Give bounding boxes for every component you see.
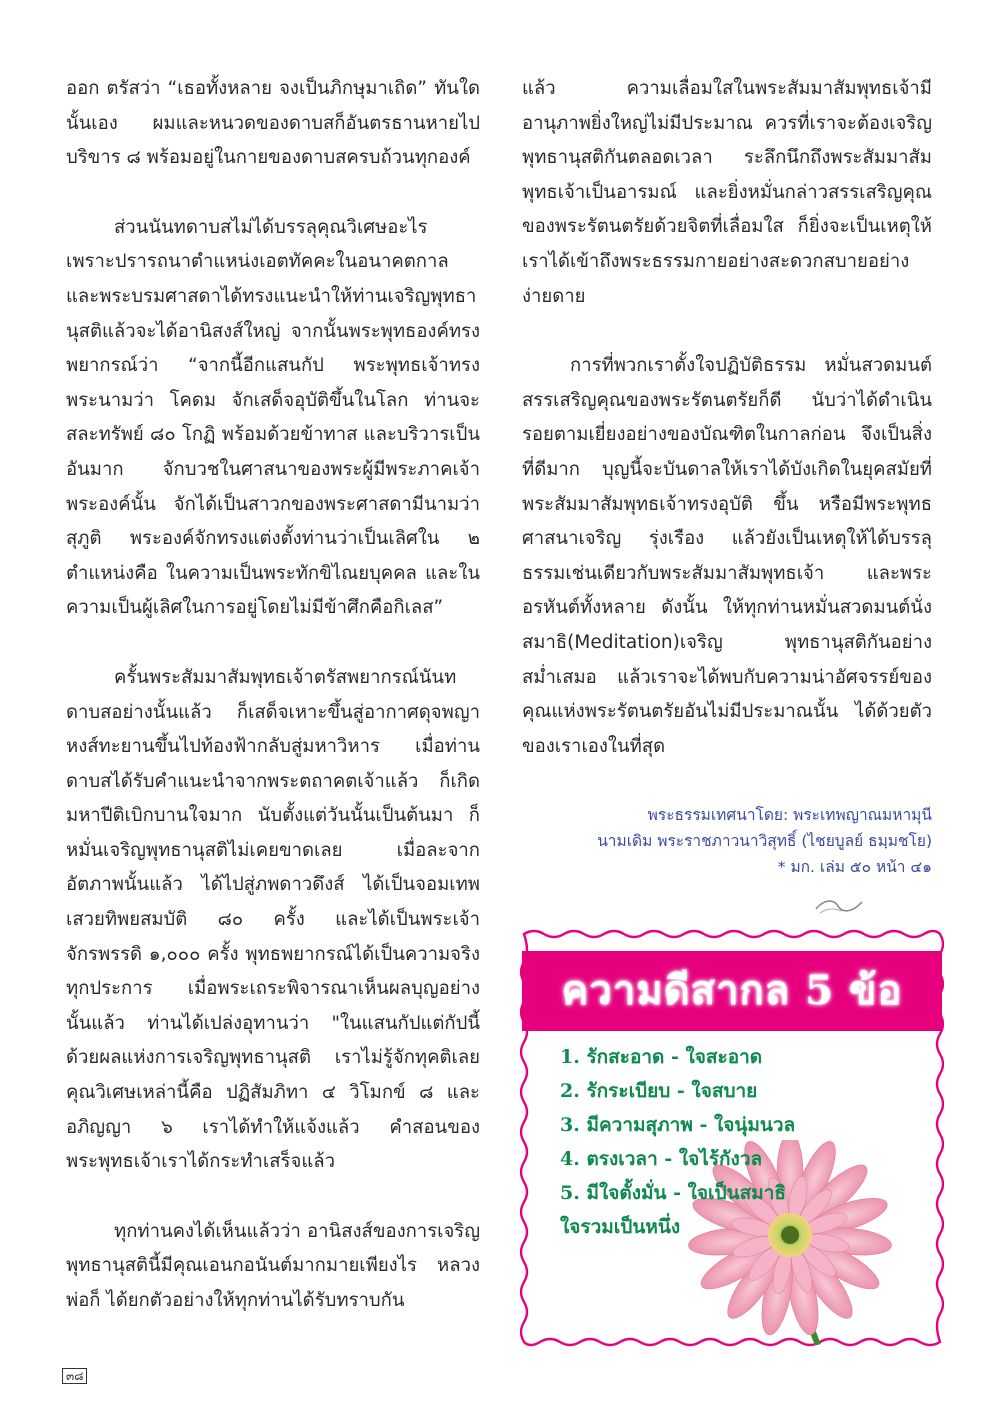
list-item: 1. รักสะอาด - ใจสะอาด <box>560 1046 763 1068</box>
paragraph: ส่วนนันทดาบสไม่ได้บรรลุคุณวิเศษอะไร เพราะปรารถนาตำแหน่งเอตทัคคะในอนาคตกาล และพระบรมศาสดาได้ทรงแนะนำให้ท่านเจริญพุทธานุสติแล้วจะได้อานิสงส์ใหญ่ จากนั้นพระพุทธองค์ทรงพยากรณ์ว่า “จากนี้อีกแสนกัป พระพุทธเจ้าทรงพระนามว่า โคดม จักเสด็จอุบัติขึ้นในโลก ท่านจะสละทรัพย์ ๘๐ โกฏิ พร้อมด้วยข้าทาส และบริวารเป็นอันมาก จักบวชในศาสนาของพระผู้มีพระภาคเจ้าพระองค์นั้น จักได้เป็นสาวกของพระศาสดามีนามว่า สุภูติ พระองค์จักทรงแต่งตั้งท่านว่าเป็นเลิศใน ๒ ตำแหน่งคือ ในความเป็นพระทักขิไณยบุคคล และในความเป็นผู้เลิศในการอยู่โดยไม่มีข้าศึกคือกิเลส” <box>66 216 480 619</box>
divider-ornament <box>580 895 870 917</box>
left-column <box>66 72 480 1319</box>
right-column <box>522 72 932 880</box>
sermon-attribution <box>522 802 932 880</box>
list-item: ใจรวมเป็นหนึ่ง <box>560 1216 681 1238</box>
paragraph: แล้ว ความเลื่อมใสในพระสัมมาสัมพุทธเจ้ามีอานุภาพยิ่งใหญ่ไม่มีประมาณ ควรที่เราจะต้องเจริญพุทธานุสติกันตลอดเวลา ระลึกนึกถึงพระสัมมาสัมพุทธเจ้าเป็นอารมณ์ และยิ่งหมั่นกล่าวสรรเสริญคุณของพระรัตนตรัยด้วยจิตที่เลื่อมใส ก็ยิ่งจะเป็นเหตุให้เราได้เข้าถึงพระธรรมกายอย่างสะดวกสบายอย่างง่ายดาย <box>522 78 932 307</box>
paragraph: การที่พวกเราตั้งใจปฏิบัติธรรม หมั่นสวดมนต์สรรเสริญคุณของพระรัตนตรัยก็ดี นับว่าได้ดำเนินรอยตามเยี่ยงอย่างของบัณฑิตในกาลก่อน จึงเป็นสิ่งที่ดีมาก บุญนี้จะบันดาลให้เราได้บังเกิดในยุคสมัยที่พระสัมมาสัมพุทธเจ้าทรงอุบัติ ขึ้น หรือมีพระพุทธศาสนาเจริญ รุ่งเรือง แล้วยังเป็นเหตุให้ได้บรรลุธรรมเช่นเดียวกับพระสัมมาสัมพุทธเจ้า และพระอรหันต์ทั้งหลาย ดังนั้น ให้ทุกท่านหมั่นสวดมนต์นั่งสมาธิ(Meditation)เจริญ พุทธานุสติกันอย่างสม่ำเสมอ แล้วเราจะได้พบกับความน่าอัศจรรย์ของคุณแห่งพระรัตนตรัยอันไม่มีประมาณนั้น ได้ด้วยตัวของเราเองในที่สุด <box>522 355 932 757</box>
virtues-banner <box>522 951 942 1031</box>
attribution-line: นามเดิม พระราชภาวนาวิสุทธิ์ (ไชยบูลย์ ธมฺมชโย) <box>597 832 932 851</box>
virtues-title: ความดีสากล 5 ข้อ <box>561 967 903 1014</box>
virtues-list <box>560 1040 900 1244</box>
attribution-reference: * มก. เล่ม ๕๐ หน้า ๔๑ <box>777 858 932 877</box>
attribution-line: พระธรรมเทศนาโดย: พระเทพญาณมหามุนี <box>647 806 932 825</box>
list-item: 4. ตรงเวลา - ใจไร้กังวล <box>560 1148 763 1170</box>
paragraph: ออก ตรัสว่า “เธอทั้งหลาย จงเป็นภิกษุมาเถิด” ทันใดนั้นเอง ผมและหนวดของดาบสก็อันตรธานหายไป บริขาร ๘ พร้อมอยู่ในกายของดาบสครบถ้วนทุกองค์ <box>66 78 480 169</box>
list-item: 5. มีใจตั้งมั่น - ใจเป็นสมาธิ <box>560 1182 786 1204</box>
page-number: ๓๘ <box>62 1368 87 1384</box>
paragraph: ครั้นพระสัมมาสัมพุทธเจ้าตรัสพยากรณ์นันทดาบสอย่างนั้นแล้ว ก็เสด็จเหาะขึ้นสู่อากาศดุจพญาหงส์ทะยานขึ้นไปท้องฟ้ากลับสู่มหาวิหาร เมื่อท่านดาบสได้รับคำแนะนำจากพระตถาคตเจ้าแล้ว ก็เกิดมหาปีติเบิกบานใจมาก นับตั้งแต่วันนั้นเป็นต้นมา ก็หมั่นเจริญพุทธานุสติไม่เคยขาดเลย เมื่อละจากอัตภาพนั้นแล้ว ได้ไปสู่ภพดาวดึงส์ ได้เป็นจอมเทพเสวยทิพยสมบัติ ๘๐ ครั้ง และได้เป็นพระเจ้าจักรพรรดิ ๑,๐๐๐ ครั้ง พุทธพยากรณ์ได้เป็นความจริงทุกประการ เมื่อพระเถระพิจารณาเห็นผลบุญอย่าง นั้นแล้ว ท่านได้เปล่งอุทานว่า "ในแสนกัปแต่กัปนี้ ด้วยผลแห่งการเจริญพุทธานุสติ เราไม่รู้จักทุคติเลย คุณวิเศษเหล่านี้คือ ปฏิสัมภิทา ๔ วิโมกข์ ๘ และอภิญญา ๖ เราได้ทำให้แจ้งแล้ว คำสอนของพระพุทธเจ้าเราได้กระทำเสร็จแล้ว <box>66 666 480 1173</box>
list-item: 3. มีความสุภาพ - ใจนุ่มนวล <box>560 1114 796 1136</box>
paragraph: ทุกท่านคงได้เห็นแล้วว่า อานิสงส์ของการเจริญพุทธานุสตินี้มีคุณเอนกอนันต์มากมายเพียงไร หลวงพ่อก็ ได้ยกตัวอย่างให้ทุกท่านได้รับทราบกัน <box>66 1220 480 1311</box>
list-item: 2. รักระเบียบ - ใจสบาย <box>560 1080 758 1102</box>
